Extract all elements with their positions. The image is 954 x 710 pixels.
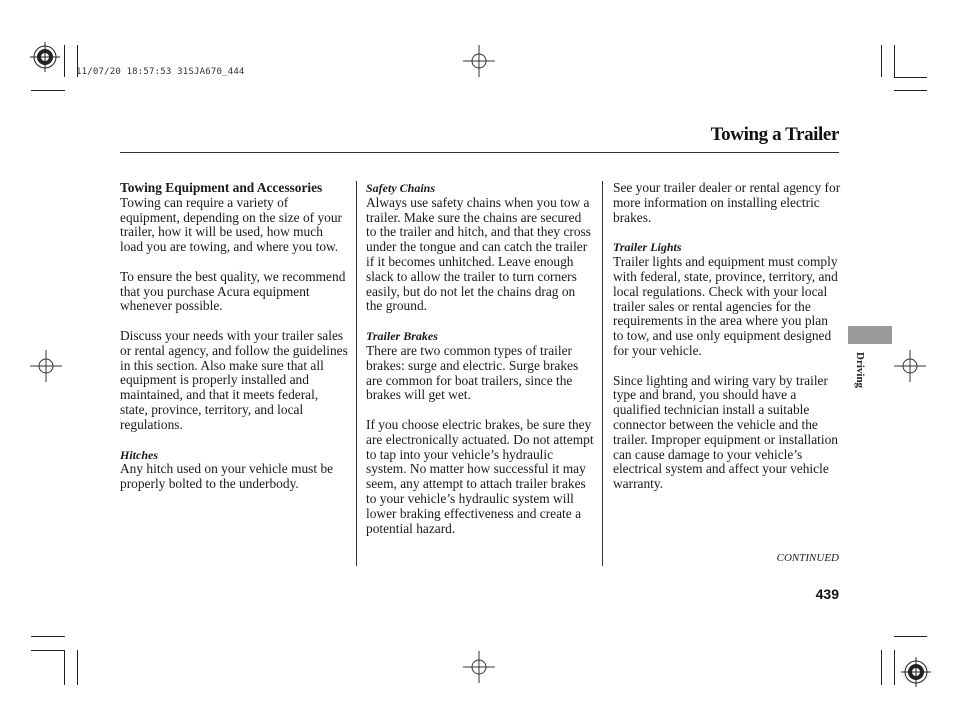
- crosshair-icon: [463, 651, 495, 683]
- crosshair-icon: [30, 350, 62, 382]
- crop-mark: [894, 77, 927, 78]
- column-divider: [602, 181, 603, 566]
- section-tab-label: Driving: [854, 352, 866, 389]
- continued-label: CONTINUED: [776, 552, 839, 564]
- crop-mark: [64, 650, 65, 685]
- column-3: [613, 181, 841, 492]
- registration-target-icon: [901, 657, 931, 687]
- subheading-trailer-brakes: Trailer Brakes: [366, 329, 438, 344]
- crop-mark: [31, 90, 65, 91]
- crop-mark: [894, 45, 895, 77]
- paragraph: If you choose electric brakes, be sure they are electronically actuated. Do not attempt to tap into your vehicle’s hydraulic system. No matter how successful it may seem, any attempt to attach trailer brakes to your vehicle’s hydraulic system will lower braking effectiveness and create a potential hazard.: [366, 416, 594, 536]
- header-rule: [120, 152, 839, 153]
- paragraph: Trailer lights and equipment must comply with federal, state, province, territory, and local regulations. Check with your local trailer sales or rental agencies for the requirements in the area where you plan to tow, and use only equipment designed for your vehicle.: [613, 254, 838, 358]
- crosshair-icon: [894, 350, 926, 382]
- paragraph: Since lighting and wiring vary by trailer type and brand, you should have a qualified technician install a suitable connector between the vehicle and the trailer. Improper equipment or installation can cause damage to your vehicle’s electrical system and affect your vehicle warranty.: [613, 372, 838, 492]
- crop-mark: [894, 636, 927, 637]
- crop-mark: [881, 45, 882, 77]
- paragraph: To ensure the best quality, we recommend that you purchase Acura equipment whenever possible.: [120, 268, 346, 314]
- crop-mark: [894, 650, 895, 685]
- paragraph: Discuss your needs with your trailer sales or rental agency, and follow the guidelines in this section. Also make sure that all equipment is properly installed and maintained, and that it meets federal, state, province, territory, and local regulations.: [120, 327, 348, 432]
- crop-mark: [31, 636, 65, 637]
- column-divider: [356, 181, 357, 566]
- paragraph: There are two common types of trailer brakes: surge and electric. Surge brakes are common for boat trailers, since the brakes will get wet.: [366, 342, 579, 403]
- section-tab: [848, 326, 892, 344]
- column-1: [120, 181, 348, 492]
- crop-mark: [894, 90, 927, 91]
- print-stamp: 11/07/20 18:57:53 31SJA670_444: [76, 67, 245, 77]
- subheading-trailer-lights: Trailer Lights: [613, 240, 682, 255]
- paragraph: Always use safety chains when you tow a trailer. Make sure the chains are secured to the trailer and hitch, and that they cross under the tongue and can catch the trailer if it becomes unhitched. Leave enough slack to allow the trailer to turn corners easily, but do not let the chains drag on the ground.: [366, 194, 591, 314]
- subheading-hitches: Hitches: [120, 447, 158, 462]
- section-heading: Towing Equipment and Accessories: [120, 180, 323, 195]
- column-2: [366, 181, 594, 536]
- page-title: Towing a Trailer: [710, 124, 839, 145]
- crop-mark: [881, 650, 882, 685]
- paragraph: See your trailer dealer or rental agency for more information on installing electric brakes.: [613, 180, 841, 225]
- subheading-safety-chains: Safety Chains: [366, 181, 436, 195]
- page-number: 439: [815, 586, 839, 602]
- crop-mark: [64, 45, 65, 77]
- crop-mark: [77, 650, 78, 685]
- paragraph: Any hitch used on your vehicle must be properly bolted to the underbody.: [120, 461, 334, 492]
- crop-mark: [31, 650, 65, 651]
- paragraph: Towing can require a variety of equipment, depending on the size of your trailer, how it will be used, how much load you are towing, and where you tow.: [120, 194, 343, 255]
- crosshair-icon: [463, 45, 495, 77]
- registration-target-icon: [30, 42, 60, 72]
